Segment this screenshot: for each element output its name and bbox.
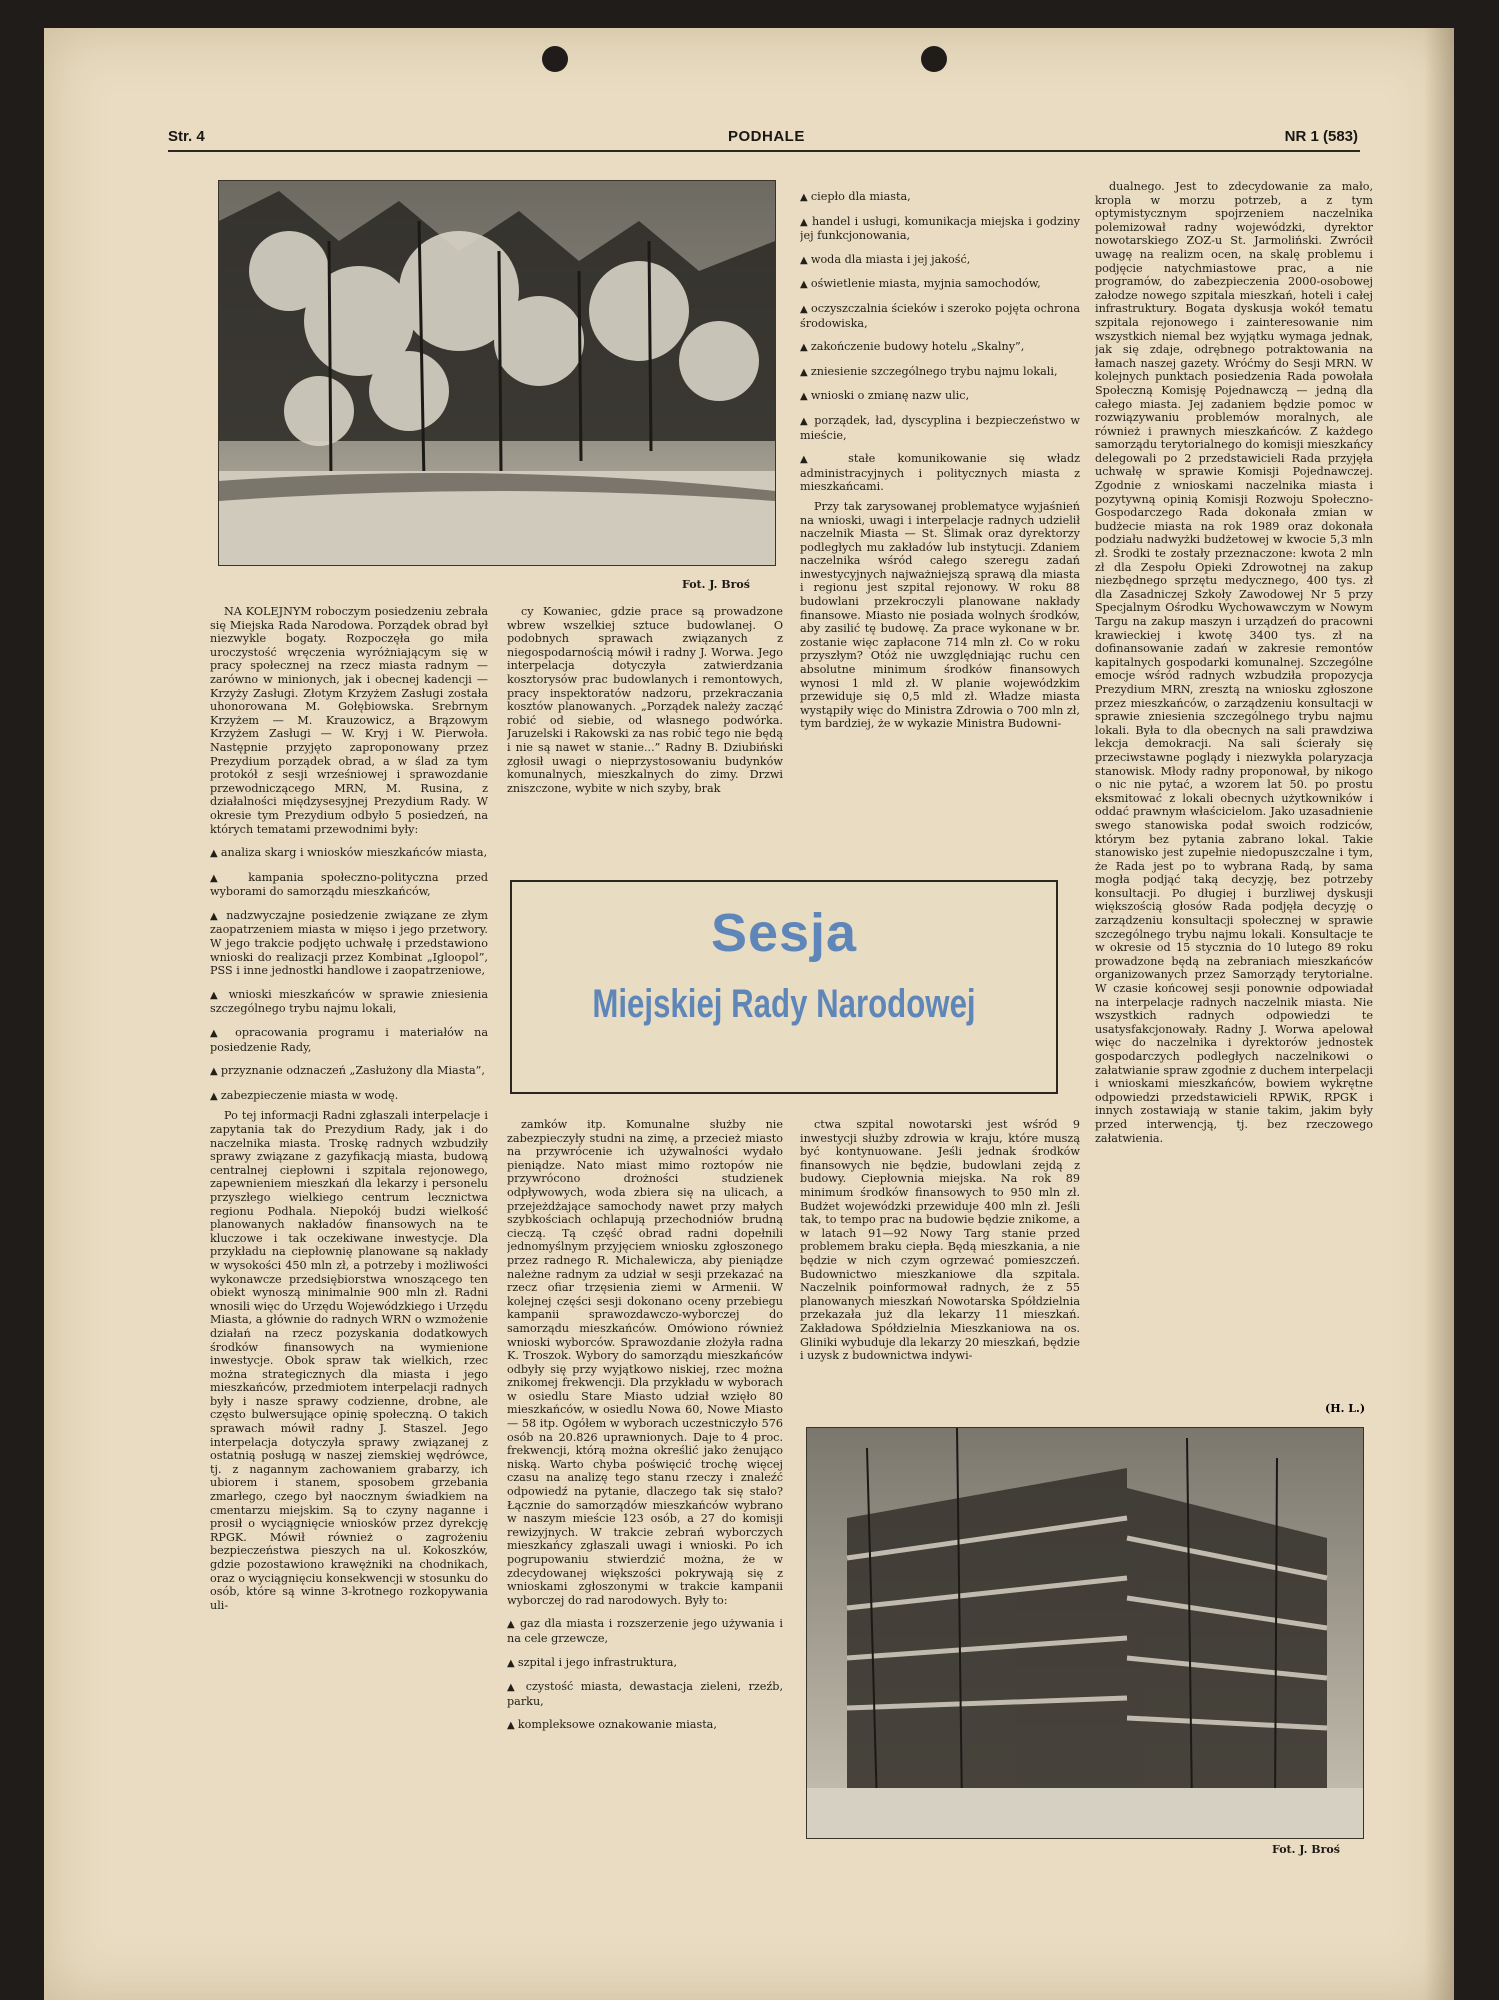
list-item: ▲ analiza skarg i wniosków mieszkańców miasta, [210,846,488,861]
list-item: ▲ nadzwyczajne posiedzenie związane ze złym zaopatrzeniem miasta w mięso i jego przetwory. W jego trakcie podjęto uchwałę i przedstawiono wnioski do realizacji przez Kombinat „Igloopol”, PSS i inne jednostki handlowe i zaopatrzeniowe, [210,909,488,978]
list-item: ▲ gaz dla miasta i rozszerzenie jego używania i na cele grzewcze, [507,1617,783,1645]
article-column-1 [210,605,488,1985]
col1-bullet-list [210,846,488,1103]
article-column-3-top [800,180,1080,860]
article-column-3-bottom [800,1118,1080,1428]
newspaper-title: PODHALE [728,128,805,145]
list-item: ▲ zakończenie budowy hotelu „Skalny”, [800,340,1080,355]
list-item: ▲ oświetlenie miasta, myjnia samochodów, [800,277,1080,292]
building-winter-photo [806,1427,1364,1839]
article-body: zamków itp. Komunalne służby nie zabezpieczyły studni na zimę, a przecież miasto na przywrócenie ich używalności wydało pieniądze. Nato miast mimo roztopów nie przywrócono drożności studzienek odpływowych, woda zbiera się na ulicach, a przejeżdżające samochody nawet przy małych szybkościach ochlapują przechodniów brudną cieczą. Tą część obrad radni dopełnili jednomyślnym przyjęciem wniosku zgłoszonego przez radnego R. Michalewicza, aby pieniądze należne radnym za udział w sesji przekazać na rzecz ofiar trzęsienia ziemi w Armenii. W kolejnej części sesji dokonano oceny przebiegu kampanii sprawozdawczo-wyborczej do samorządu mieszkańców. Omówiono również wnioski wyborców. Sprawozdanie złożyła radna K. Troszok. Wybory do samorządu mieszkańców odbyły się przy wyjątkowo niskiej, rzec można znikomej frekwencji. Dla przykładu w wyborach w osiedlu Stare Miasto udział wzięło 80 mieszkańców, w osiedlu Nowa 60, Nowe Miasto — 58 itp. Ogółem w wyborach uczestniczyło 576 osób na 20.826 uprawnionych. Daje to 4 proc. frekwencji, którą można określić jako żenująco niską. Warto chyba poświęcić trochę więcej czasu na analizę tego stanu rzeczy i znaleźć odpowiedź na pytanie, dlaczego tak się stało? Łącznie do samorządów mieszkańców wybrano w naszym mieście 123 osób, a 27 do komisji rewizyjnych. W trakcie zebrań wyborczych mieszkańcy zgłaszali uwagi i wnioski. Po ich pogrupowaniu stwierdzić można, że w zdecydowanej większości pokrywają się z wnioskami zgłoszonymi w trakcie kampanii wyborczej do rad narodowych. Były to: [507,1118,783,1607]
headline-box [510,880,1058,1094]
list-item: ▲ ciepło dla miasta, [800,190,1080,205]
list-item: ▲ zniesienie szczególnego trybu najmu lokali, [800,365,1080,380]
list-item: ▲ kampania społeczno-polityczna przed wyborami do samorządu mieszkańców, [210,871,488,899]
article-intro: NA KOLEJNYM roboczym posiedzeniu zebrała się Miejska Rada Narodowa. Porządek obrad był niezwykle bogaty. Rozpoczęła go miła uroczystość wręczenia wyróżniającym się w pracy społecznej na rzecz miasta radnym — zarówno w minionych, jak i obecnej kadencji — Krzyży Zasługi. Złotym Krzyżem Zasługi została uhonorowana M. Gołębiowska. Srebrnym Krzyżem — M. Krauzowicz, a Brązowym Krzyżem Zasługi — W. Kryj i W. Pierwoła. Następnie przyjęto zaproponowany przez Prezydium porządek obrad, a w ślad za tym protokół z sesji wrześniowej i sprawozdanie przewodniczącego MRN, M. Rusina, z działalności międzysesyjnej Prezydium Rady. W okresie tym Prezydium odbyło 5 posiedzeń, na których tematami przewodnimi były: [210,605,488,836]
header-rule [168,150,1360,152]
list-item: ▲ porządek, ład, dyscyplina i bezpieczeństwo w mieście, [800,414,1080,442]
article-body: cy Kowaniec, gdzie prace są prowadzone wbrew wszelkiej sztuce budowlanej. O podobnych sprawach związanych z niegospodarnością mówił i radny J. Worwa. Jego interpelacja dotyczyła zatwierdzania kosztorysów prac budowlanych i remontowych, pracy inspektoratów nadzoru, przekraczania kosztów planowanych. „Porządek należy zacząć robić od siebie, od własnego podwórka. Jaruzelski i Rakowski za nas robić tego nie będą i nie są nawet w stanie...” Radny B. Dziubiński zgłosił uwagi o nieprzystosowaniu budynków komunalnych, mieszkalnych do zimy. Drzwi zniszczone, wybite w nich szyby, brak [507,605,783,795]
list-item: ▲ wnioski mieszkańców w sprawie zniesienia szczególnego trybu najmu lokali, [210,988,488,1016]
list-item: ▲ zabezpieczenie miasta w wodę. [210,1089,488,1104]
page-edge-shadow [1424,28,1454,2000]
list-item: ▲ stałe komunikowanie się władz administracyjnych i politycznych miasta z mieszkańcami. [800,452,1080,494]
list-item: ▲ szpital i jego infrastruktura, [507,1656,783,1671]
page-header [168,128,1358,150]
article-body: Przy tak zarysowanej problematyce wyjaśnień na wnioski, uwagi i interpelacje radnych udzielił naczelnik Miasta — St. Ślimak oraz dyrektorzy podległych mu zakładów lub instytucji. Zdaniem naczelnika wśród całego szeregu zadań inwestycyjnych najważniejszą sprawą dla miasta i regionu jest szpital rejonowy. W roku 88 budowlani przekroczyli planowane nakłady finansowe. Miasto nie posiada wolnych środków, aby zasilić tę budowę. Za prace wykonane w br. zostanie więc zapłacone 714 mln zł. Co w roku przyszłym? Otóż nie uwzględniając ruchu cen absolutne minimum środków finansowych wynosi 1 mld zł. W planie wojewódzkim przewiduje się 0,5 mld zł. Władze miasta wystąpiły więc do Ministra Zdrowia o 700 mln zł, tym bardziej, że w wykazie Ministra Budowni- [800,499,1080,731]
punch-hole [542,46,568,72]
headline-subtitle: Miejskiej Rady Narodowej [592,982,976,1026]
photo-caption: Fot. J. Broś [682,578,750,591]
list-item: ▲ handel i usługi, komunikacja miejska i godziny jej funkcjonowania, [800,215,1080,243]
article-column-2-bottom [507,1118,783,1938]
author-signature: (H. L.) [1325,1402,1366,1415]
list-item: ▲ opracowania programu i materiałów na posiedzenie Rady, [210,1026,488,1054]
list-item: ▲ oczyszczalnia ścieków i szeroko pojęta ochrona środowiska, [800,302,1080,330]
photo-caption: Fot. J. Broś [1272,1843,1340,1856]
punch-hole [921,46,947,72]
article-body: dualnego. Jest to zdecydowanie za mało, kropla w morzu potrzeb, a z tym optymistycznym spojrzeniem naczelnika polemizował radny wojewódzki, dyrektor nowotarskiego ZOZ-u St. Jarmoliński. Zwrócił uwagę na realizm ocen, na skalę problemu i podjęcie natychmiastowe prac, a nie programów, do zabezpieczenia 2000-osobowej załodze nowego szpitala mieszkań, hoteli i całej infrastruktury. Bogata dyskusja wokół tematu szpitala rejonowego i zainteresowanie nim wszystkich niemal bez wyjątku wymaga jednak, jak się zdaje, odrębnego potraktowania na łamach naszej gazety. Wróćmy do Sesji MRN. W kolejnych punktach posiedzenia Rada powołała Społeczną Komisję Pojednawczą — jedną dla całego miasta. Jej zadaniem będzie pomoc w rozwiązywaniu problemów moralnych, ale również i prawnych mieszkańców. Z każdego samorządu terytorialnego do komisji mieszkańcy delegowali po 2 przedstawicieli Rada przyjęła uchwałę w sprawie Komisji Pojednawczej. Zgodnie z wnioskami naczelnika miasta i pozytywną opinią Komisji Rozwoju Społeczno-Gospodarczego Rada dokonała zmian w budżecie miasta na rok 1989 oraz dokonała podziału nadwyżki budżetowej w kwocie 5,3 mln zł. Środki te zostały przeznaczone: kwota 2 mln zł dla Zespołu Opieki Zdrowotnej na zakup niezbędnego sprzętu medycznego, 400 tys. zł dla Zasadniczej Szkoły Zawodowej Nr 5 przy Specjalnym Ośrodku Wychowawczym w Nowym Targu na zakup maszyn i urządzeń do pracowni krawieckiej i kwotę 3400 tys. zł na dofinansowanie zadań w zakresie remontów kapitalnych gospodarki komunalnej. Szczególne emocje wśród radnych wzbudziła propozycja Prezydium MRN, zresztą na wniosku zgłoszone przez mieszkańców, o zarządzeniu konsultacji w sprawie zniesienia szczególnego trybu najmu lokali. Była to dla obecnych na sali prawdziwa lekcja demokracji. Na sali ścierały się przeciwstawne poglądy i niezwykła polaryzacja stanowisk. Młody radny proponował, by nikogo o nic nie pytać, a wzorem lat 50. po prostu eksmitować z lokali obecnych użytkowników i oddać prawnym właścicielom. Jako uzasadnienie swego stanowiska podał swoich rodziców, którym bez pytania zabrano lokal. Takie stanowisko jest zupełnie niedopuszczalne i tym, że Rada jest po to wybrana Radą, by sama mogła podjąć taką decyzję, bez potrzeby konsultacji. Po długiej i burzliwej dyskusji większością głosów Rada podjęła decyzję o zarządzeniu konsultacji społecznej w sprawie szczególnego trybu najmu lokali. Konsultacje te w okresie od 15 stycznia do 10 lutego 89 roku prowadzone będą na zebraniach mieszkańców organizowanych przez Samorządy terytorialne. W czasie końcowej sesji ponownie odpowiadał na interpelacje radnych naczelnik miasta. Nie wszystkich radnych odpowiedzi te usatysfakcjonowały. Radny J. Worwa apelował więc do naczelnika i dyrektorów jednostek gospodarczych podległych naczelnikowi o załatwianie spraw zgodnie z duchem interpelacji i wnioskami mieszkańców, bowiem wykrętne odpowiedzi przedstawicieli RPWiK, RPGK i innych zostawiają w stanie takim, jakim były przed interwencją, tj. bez rzeczowego załatwienia. [1095,180,1373,1145]
article-column-4 [1095,180,1373,1385]
list-item: ▲ przyznanie odznaczeń „Zasłużony dla Miasta”, [210,1064,488,1079]
list-item: ▲ kompleksowe oznakowanie miasta, [507,1718,783,1733]
issue-number: NR 1 (583) [1284,128,1358,145]
article-column-2-top [507,605,783,850]
list-item: ▲ woda dla miasta i jej jakość, [800,253,1080,268]
winter-forest-photo [218,180,776,566]
list-item: ▲ czystość miasta, dewastacja zieleni, rzeźb, parku, [507,1680,783,1708]
article-body: Po tej informacji Radni zgłaszali interpelacje i zapytania tak do Prezydium Rady, jak i do naczelnika miasta. Troskę radnych wzbudziły sprawy związane z gazyfikacją miasta, budową centralnej ciepłowni i szpitala rejonowego, zapewnieniem mieszkań dla lekarzy i personelu przyszłego wielkiego centrum lecznictwa regionu Podhala. Niepokój budzi wielkość planowanych nakładów finansowych na te kluczowe i tak oczekiwane inwestycje. Dla przykładu na ciepłownię planowane są nakłady w wysokości 450 mln zł, a potrzeby i możliwości wykonawcze przedsiębiorstwa wnoszącego ten obiekt wynoszą minimalnie 900 mln zł. Radni wnosili więc do Urzędu Wojewódzkiego i Urzędu Miasta, a głównie do radnych WRN o wzmożenie działań na rzecz pozyskania dodatkowych środków finansowych na wymienione inwestycje. Obok spraw tak wielkich, rzec można strategicznych dla miasta i jego mieszkańców, przedmiotem interpelacji radnych były i nasze sprawy codzienne, drobne, ale często bulwersujące opinię społeczną. O takich sprawach mówił radny J. Staszel. Jego interpelacja dotyczyła sprawy związanej z ostatnią posługą w naszej ziemskiej wędrówce, tj. z nagannym zachowaniem grabarzy, ich ubiorem i stanem, sposobem grzebania zmarłego, czego był naocznym świadkiem na cmentarzu miejskim. Są to czyny naganne i prosił o wyciągnięcie wniosków przez dyrekcję RPGK. Mówił również o zagrożeniu bezpieczeństwa pieszych na ul. Kokoszków, gdzie pozostawiono krawężniki na chodnikach, oraz o wyciągnięciu konsekwencji w stosunku do osób, które są winne 3-krotnego rozkopywania uli- [210,1109,488,1612]
list-item: ▲ wnioski o zmianę nazw ulic, [800,389,1080,404]
headline-title: Sesja [710,903,858,963]
page-number: Str. 4 [168,128,205,145]
article-body: ctwa szpital nowotarski jest wśród 9 inwestycji służby zdrowia w kraju, które muszą być kontynuowane. Jeśli jednak środków finansowych nie będzie, budowlani zejdą z budowy. Ciepłownia miejska. Na rok 89 minimum środków finansowych to 950 mln zł. Budżet wojewódzki przewiduje 400 mln zł. Jeśli tak, to tempo prac na budowie będzie znikome, a w latach 91—92 Nowy Targ stanie przed problemem braku ciepła. Będą mieszkania, a nie będzie w nich czym ogrzewać pomieszczeń. Budownictwo mieszkaniowe dla szpitala. Naczelnik poinformował radnych, że z 55 planowanych mieszkań Nowotarska Spółdzielnia przekazała już dla lekarzy 11 mieszkań. Zakładowa Spółdzielnia Mieszkaniowa na os. Gliniki wybuduje dla lekarzy 20 mieszkań, będzie i uzysk z budownictwa indywi- [800,1118,1080,1363]
